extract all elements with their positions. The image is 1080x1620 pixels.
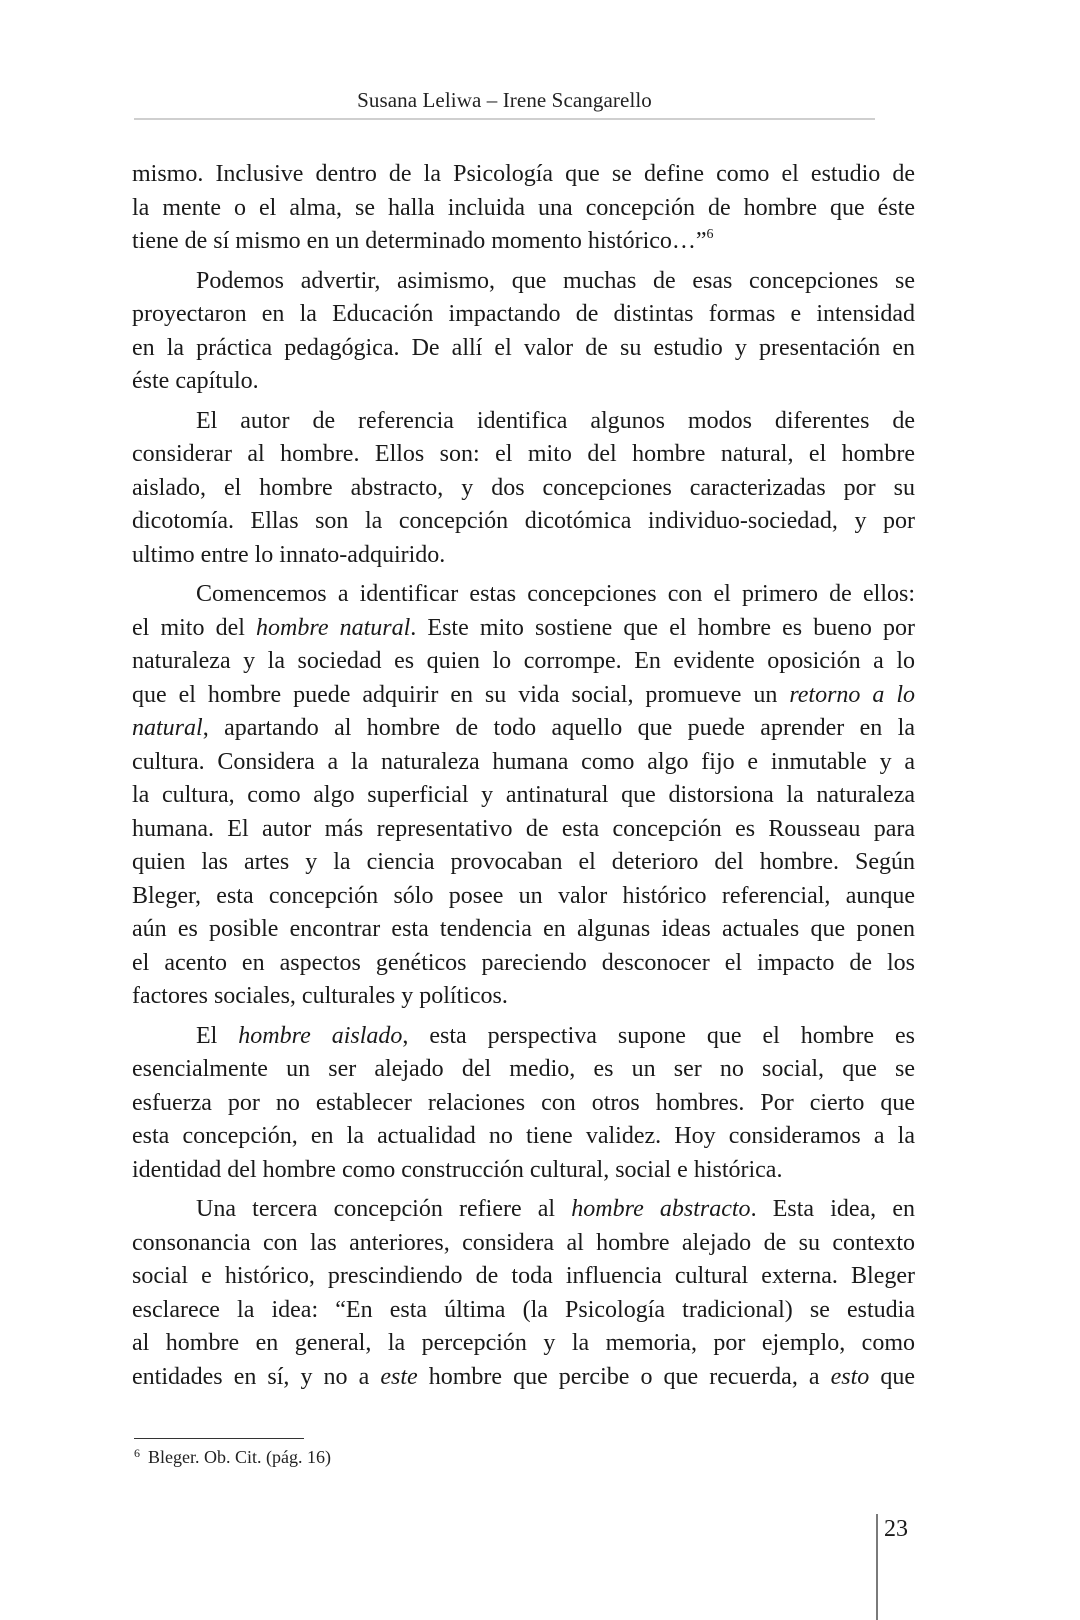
emphasis: este: [380, 1363, 418, 1390]
text-line: El autor de referencia identifica algunos modos diferentes de: [196, 407, 915, 434]
text-line: en la práctica pedagógica. De allí el valor de su estudio y presentación en: [132, 334, 915, 361]
text-line: natural, apartando al hombre de todo aquello que puede aprender en la: [132, 715, 915, 741]
text-line: esfuerza por no establecer relaciones con otros hombres. Por cierto que: [132, 1089, 915, 1116]
paragraph: [132, 265, 915, 399]
text-line: tiene de sí mismo en un determinado momento histórico…”$^6$: [132, 227, 714, 254]
text-line: esclarece la idea: “En esta última (la Psicología tradicional) se estudia: [132, 1296, 915, 1323]
text-line: Bleger, esta concepción sólo posee un valor histórico referencial, aunque: [132, 882, 915, 909]
text-line: factores sociales, culturales y políticos.: [132, 983, 508, 1009]
folio-rule: [876, 1514, 878, 1620]
body-text: [132, 158, 915, 1400]
footnote-text: Bleger. Ob. Cit. (pág. 16): [148, 1447, 331, 1467]
text-line: cultura. Considera a la naturaleza humana como algo fijo e inmutable y a: [132, 748, 915, 775]
text-line: considerar al hombre. Ellos son: el mito del hombre natural, el hombre: [132, 441, 915, 467]
text-line: dicotomía. Ellas son la concepción dicotómica individuo-sociedad, y por: [132, 508, 915, 534]
page-number: 23: [884, 1516, 908, 1542]
header-rule: [134, 118, 875, 120]
text-line: esencialmente un ser alejado del medio, es un ser no social, que se: [132, 1056, 915, 1082]
text-line: social e histórico, prescindiendo de toda influencia cultural externa. Bleger: [132, 1263, 915, 1289]
emphasis: hombre aislado: [238, 1022, 403, 1049]
paragraph: [132, 1020, 915, 1188]
text-line: esta concepción, en la actualidad no tiene validez. Hoy consideramos a la: [132, 1123, 915, 1149]
paragraph: [132, 1193, 915, 1394]
text-line: identidad del hombre como construcción cultural, social e histórica.: [132, 1156, 783, 1183]
text-line: aún es posible encontrar esta tendencia en algunas ideas actuales que ponen: [132, 916, 915, 942]
text-line: quien las artes y la ciencia provocaban el deterioro del hombre. Según: [132, 849, 915, 875]
text-line: humana. El autor más representativo de esta concepción es Rousseau para: [132, 815, 915, 842]
footnote: [134, 1446, 331, 1468]
text-line: éste capítulo.: [132, 368, 259, 394]
text-line: aislado, el hombre abstracto, y dos concepciones caracterizadas por su: [132, 474, 915, 501]
footnote-rule: [134, 1438, 304, 1439]
text-line: la mente o el alma, se halla incluida una concepción de hombre que éste: [132, 194, 915, 221]
emphasis: hombre abstracto: [571, 1196, 751, 1222]
footnote-reference[interactable]: 6: [706, 227, 714, 242]
paragraph: [132, 158, 915, 259]
text-line: Una tercera concepción refiere al hombre abstracto. Esta idea, en: [196, 1196, 916, 1222]
text-line: que el hombre puede adquirir en su vida social, promueve un retorno a lo: [132, 681, 915, 708]
text-line: proyectaron en la Educación impactando de distintas formas e intensidad: [132, 301, 915, 327]
text-line: mismo. Inclusive dentro de la Psicología que se define como el estudio de: [132, 161, 915, 187]
text-line: Podemos advertir, asimismo, que muchas de esas concepciones se: [196, 267, 915, 294]
running-head: Susana Leliwa – Irene Scangarello: [357, 88, 652, 112]
text-line: el mito del hombre natural. Este mito sostiene que el hombre es bueno por: [132, 614, 915, 641]
emphasis: natural: [132, 715, 203, 741]
paragraph: [132, 405, 915, 573]
text-line: ultimo entre lo innato-adquirido.: [132, 541, 446, 568]
text-line: el acento en aspectos genéticos pareciendo desconocer el impacto de los: [132, 949, 915, 976]
text-line: Comencemos a identificar estas concepciones con el primero de ellos:: [196, 581, 915, 607]
text-line: entidades en sí, y no a este hombre que percibe o que recuerda, a esto que: [132, 1363, 916, 1390]
text-line: consonancia con las anteriores, considera al hombre alejado de su contexto: [132, 1229, 915, 1256]
emphasis: retorno a lo: [789, 681, 915, 708]
emphasis: esto: [830, 1363, 870, 1390]
text-line: naturaleza y la sociedad es quien lo corrompe. En evidente oposición a lo: [132, 648, 915, 674]
text-line: la cultura, como algo superficial y antinatural que distorsiona la naturaleza: [132, 782, 915, 808]
paragraph: [132, 578, 915, 1014]
text-line: El hombre aislado, esta perspectiva supone que el hombre es: [196, 1022, 916, 1049]
text-line: al hombre en general, la percepción y la memoria, por ejemplo, como: [132, 1330, 915, 1356]
emphasis: hombre natural: [256, 614, 411, 641]
footnote-mark: 6: [134, 1446, 140, 1460]
